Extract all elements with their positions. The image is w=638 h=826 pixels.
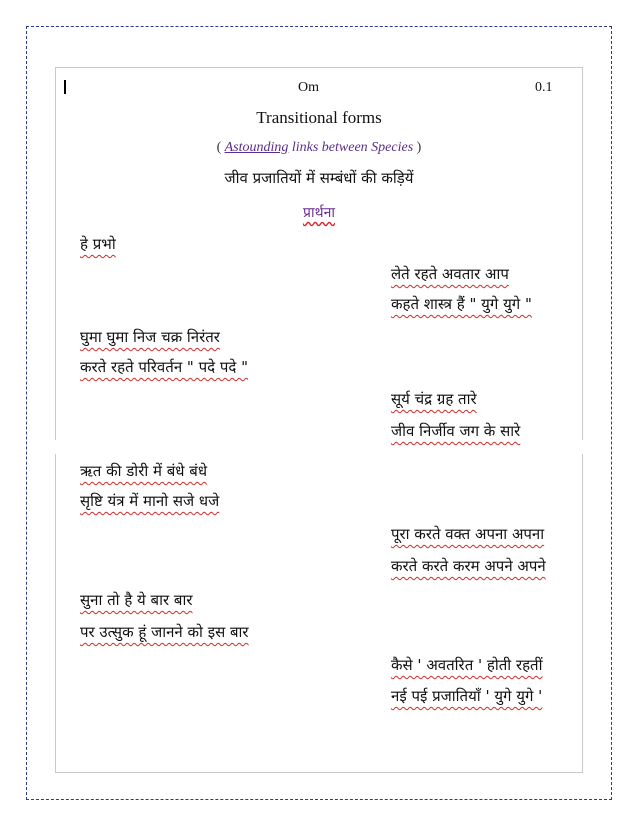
hindi-title: जीव प्रजातियों में सम्बंधों की कड़ियें — [224, 169, 414, 187]
header-page-number: 0.1 — [535, 80, 553, 95]
subtitle-open-paren: ( — [216, 140, 222, 155]
page-break-gap — [52, 440, 587, 454]
poem-line: कैसे ' अवतरित ' होती रहतीं — [391, 656, 543, 674]
poem-line: नई पई प्रजातियाँ ' युगे युगे ' — [391, 687, 543, 705]
poem-line: घुमा घुमा निज चक्र निरंतर — [80, 328, 220, 346]
poem-line: सूर्य चंद्र ग्रह तारे — [391, 390, 477, 408]
document-subtitle — [0, 140, 638, 156]
subtitle-underlined-word: Astounding — [224, 140, 289, 155]
poem-line: करते रहते परिवर्तन " पदे पदे " — [80, 358, 248, 376]
poem-line: लेते रहते अवतार आप — [391, 265, 509, 283]
poem-line: जीव निर्जीव जग के सारे — [391, 422, 521, 440]
poem-line: कहते शास्त्र हैं " युगे युगे " — [391, 295, 532, 313]
poem-line: करते करते करम अपने अपने — [391, 557, 546, 575]
text-cursor — [64, 80, 66, 94]
document-title: Transitional forms — [256, 108, 382, 127]
header-om: Om — [298, 80, 319, 95]
poem-line: पूरा करते वक्त अपना अपना — [391, 525, 545, 543]
prayer-heading: प्रार्थना — [303, 205, 335, 221]
subtitle-close-paren: ) — [416, 140, 422, 155]
poem-line: सृष्टि यंत्र में मानो सजे धजे — [80, 492, 220, 510]
poem-line: सुना तो है ये बार बार — [80, 591, 193, 609]
subtitle-rest: links between Species — [288, 140, 414, 155]
poem-line: ऋत की डोरी में बंधे बंधे — [80, 462, 208, 480]
poem-line: पर उत्सुक हूं जानने को इस बार — [80, 623, 249, 641]
poem-line: हे प्रभो — [80, 235, 116, 253]
